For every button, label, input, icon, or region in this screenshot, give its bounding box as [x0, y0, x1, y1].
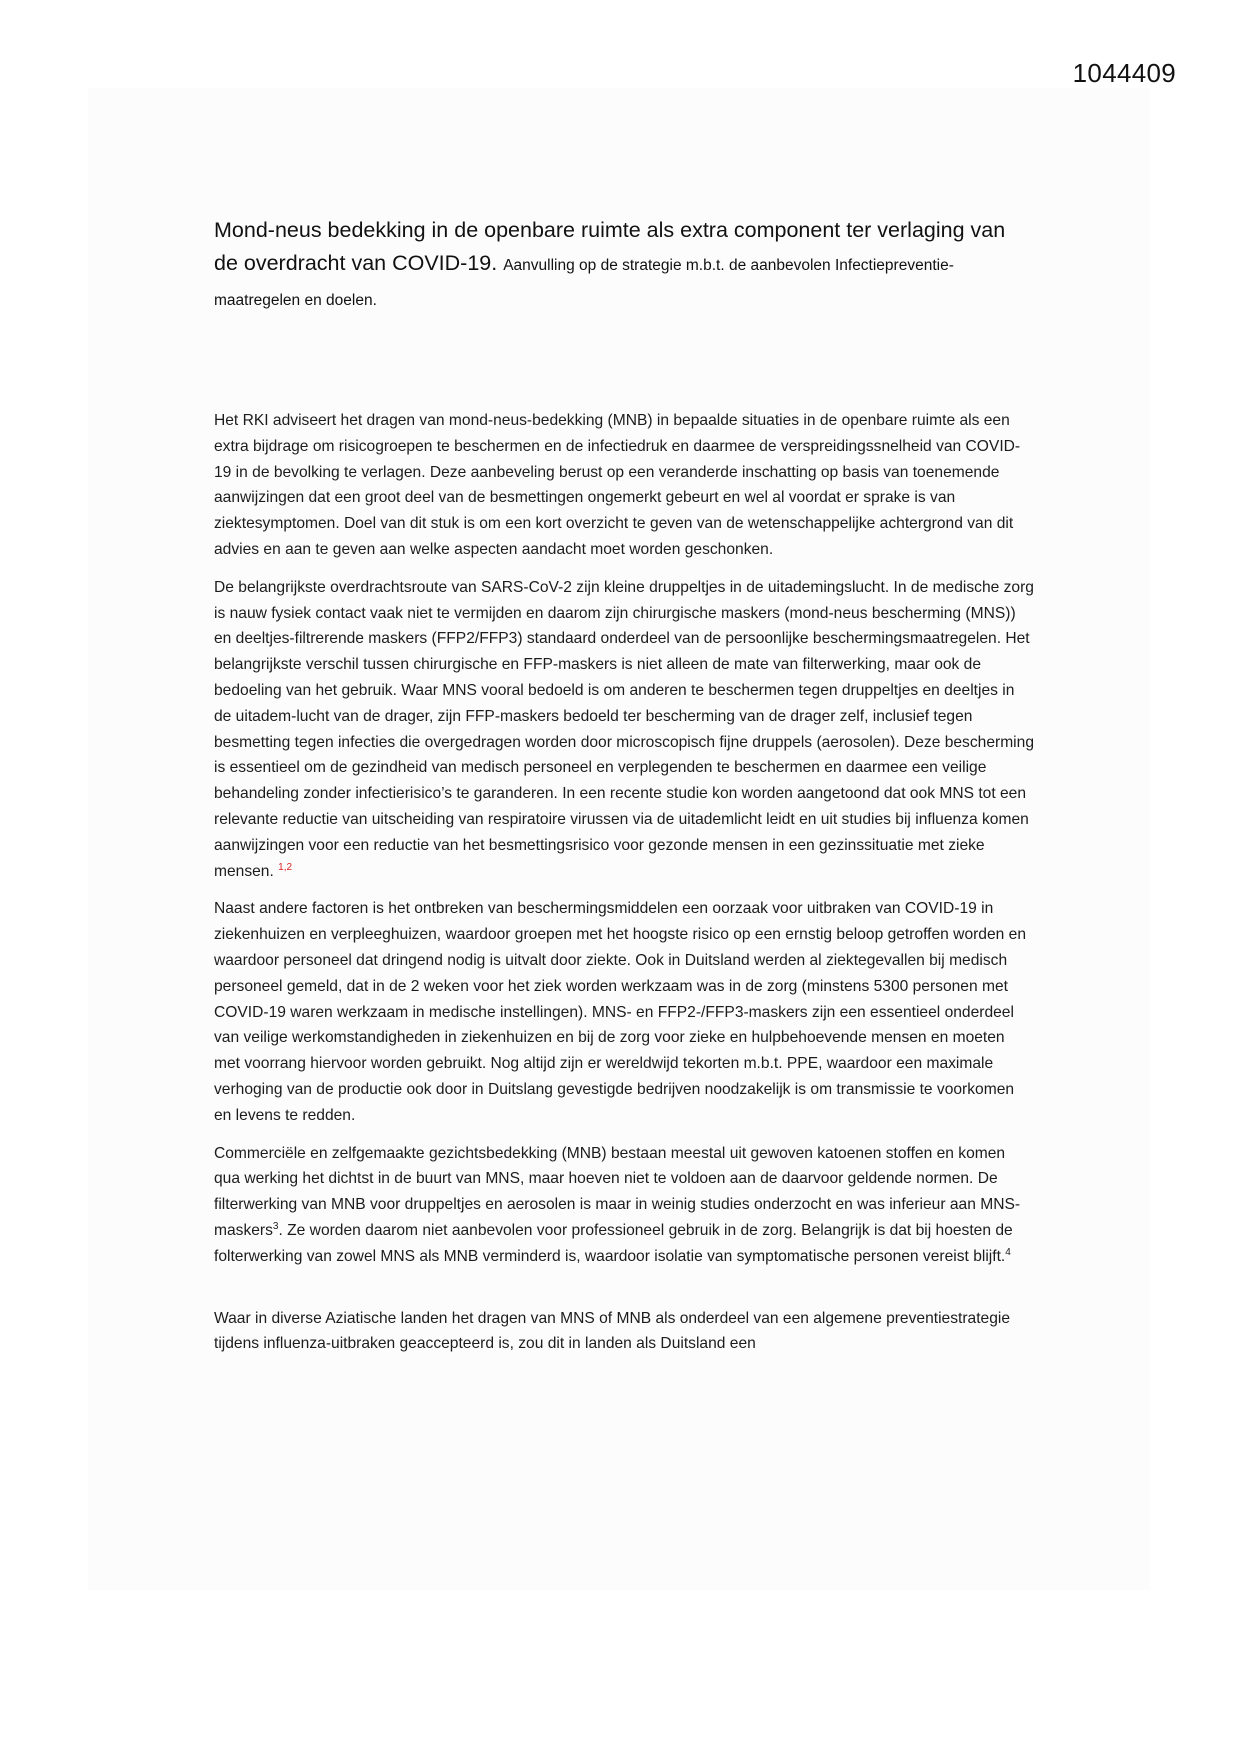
paragraph-text: Naast andere factoren is het ontbreken van beschermingsmiddelen een oorzaak voor uitbraken van COVID-19 in ziekenhuizen en verpleeghuizen, waardoor groepen met het hoogste risico op een ernstig beloop getroffen worden en waardoor personeel dat dringend nodig is uitvalt door ziekte. Ook in Duitsland werden al ziektegevallen bij medisch personeel gemeld, dat in de 2 weken voor het ziek worden werkzaam was in de zorg (minstens 5300 personen met COVID-19 waren werkzaam in medische instellingen). MNS- en FFP2-/FFP3-maskers zijn een essentieel onderdeel van veilige werkomstandigheden in ziekenhuizen en bij de zorg voor zieke en hulpbehoevende mensen en moeten met voorrang hiervoor worden gebruikt. Nog altijd zijn er wereldwijd tekorten m.b.t. PPE, waardoor een maximale verhoging van de productie ook door in Duitslang gevestigde bedrijven noodzakelijk is om transmissie te voorkomen en levens te redden.: [214, 900, 1027, 1124]
document-id: 1044409: [1072, 58, 1176, 88]
footnote-reference[interactable]: 4: [1005, 1246, 1011, 1258]
document-title: [214, 214, 1034, 317]
paragraph-text: De belangrijkste overdrachtsroute van SARS-CoV-2 zijn kleine druppeltjes in de uitademingslucht. In de medische zorg is nauw fysiek contact vaak niet te vermijden en daarom zijn chirurgische maskers (mond-neus bescherming (MNS)) en deeltjes-filtrerende maskers (FFP2/FFP3) standaard onderdeel van de persoonlijke beschermingsmaatregelen. Het belangrijkste verschil tussen chirurgische en FFP-maskers is niet alleen de mate van filterwerking, maar ook de bedoeling van het gebruik. Waar MNS vooral bedoeld is om anderen te beschermen tegen druppeltjes en deeltjes in de uitadem-lucht van de drager, zijn FFP-maskers bedoeld ter bescherming van de drager zelf, inclusief tegen besmetting tegen infecties die overgedragen worden door microscopisch fijne druppels (aerosolen). Deze bescherming is essentieel om de gezindheid van medisch personeel en verplegenden te beschermen en daarmee een veilige behandeling zonder infectierisico’s te garanderen. In een recente studie kon worden aangetoond dat ook MNS tot een relevante reductie van uitscheiding van respiratoire virussen via de uitademlicht leidt en uit studies bij influenza komen aanwijzingen voor een reductie van het besmettingsrisico voor gezonde mensen in een gezinssituatie met zieke mensen.: [214, 578, 1034, 880]
paragraph-text: Waar in diverse Aziatische landen het dragen van MNS of MNB als onderdeel van een algemene preventiestrategie tijdens influenza-uitbraken geaccepteerd is, zou dit in landen als Duitsland een: [214, 1309, 1011, 1353]
title-subtitle: Aanvulling op de strategie m.b.t. de aanbevolen Infectiepreventie-maatregelen en doelen.: [214, 257, 954, 309]
paragraph-intro: [214, 408, 1034, 563]
paragraph-text: . Ze worden daarom niet aanbevolen voor professioneel gebruik in de zorg. Belangrijk is dat bij hoesten de folterwerking van zowel MNS als MNB verminderd is, waardoor isolatie van symptomatische personen vereist blijft.: [214, 1221, 1013, 1265]
title-main: Mond-neus bedekking in de openbare ruimte als extra component ter verlaging van de overdracht van COVID-19.: [214, 218, 1006, 275]
footnote-reference[interactable]: 1,2: [278, 861, 293, 873]
paragraph-transmission-route: [214, 575, 1034, 885]
paragraph-text: Het RKI adviseert het dragen van mond-neus-bedekking (MNB) in bepaalde situaties in de openbare ruimte als een extra bijdrage om risicogroepen te beschermen en de infectiedruk en daarmee de verspreidingssnelheid van COVID-19 in de bevolking te verlagen. Deze aanbeveling berust op een veranderde inschatting op basis van toenemende aanwijzingen dat een groot deel van de besmettingen ongemerkt gebeurt en wel al voordat er sprake is van ziektesymptomen. Doel van dit stuk is om een kort overzicht te geven van de wetenschappelijke achtergrond van dit advies en aan te geven aan welke aspecten aandacht moet worden geschonken.: [214, 412, 1021, 558]
document-body: [214, 214, 1034, 1357]
paragraph-outbreaks: [214, 896, 1034, 1128]
paragraph-asian-countries: [214, 1306, 1034, 1358]
footnote-reference[interactable]: 3: [272, 1220, 279, 1232]
paragraph-commercial-masks: [214, 1141, 1034, 1270]
paragraph-text: Commerciële en zelfgemaakte gezichtsbedekking (MNB) bestaan meestal uit gewoven katoenen stoffen en komen qua werking het dichtst in de buurt van MNS, maar hoeven niet te voldoen aan de daarvoor geldende normen. De filterwerking van MNB voor druppeltjes en aerosolen is maar in weinig studies onderzocht en was inferieur aan MNS-maskers: [214, 1144, 1021, 1239]
